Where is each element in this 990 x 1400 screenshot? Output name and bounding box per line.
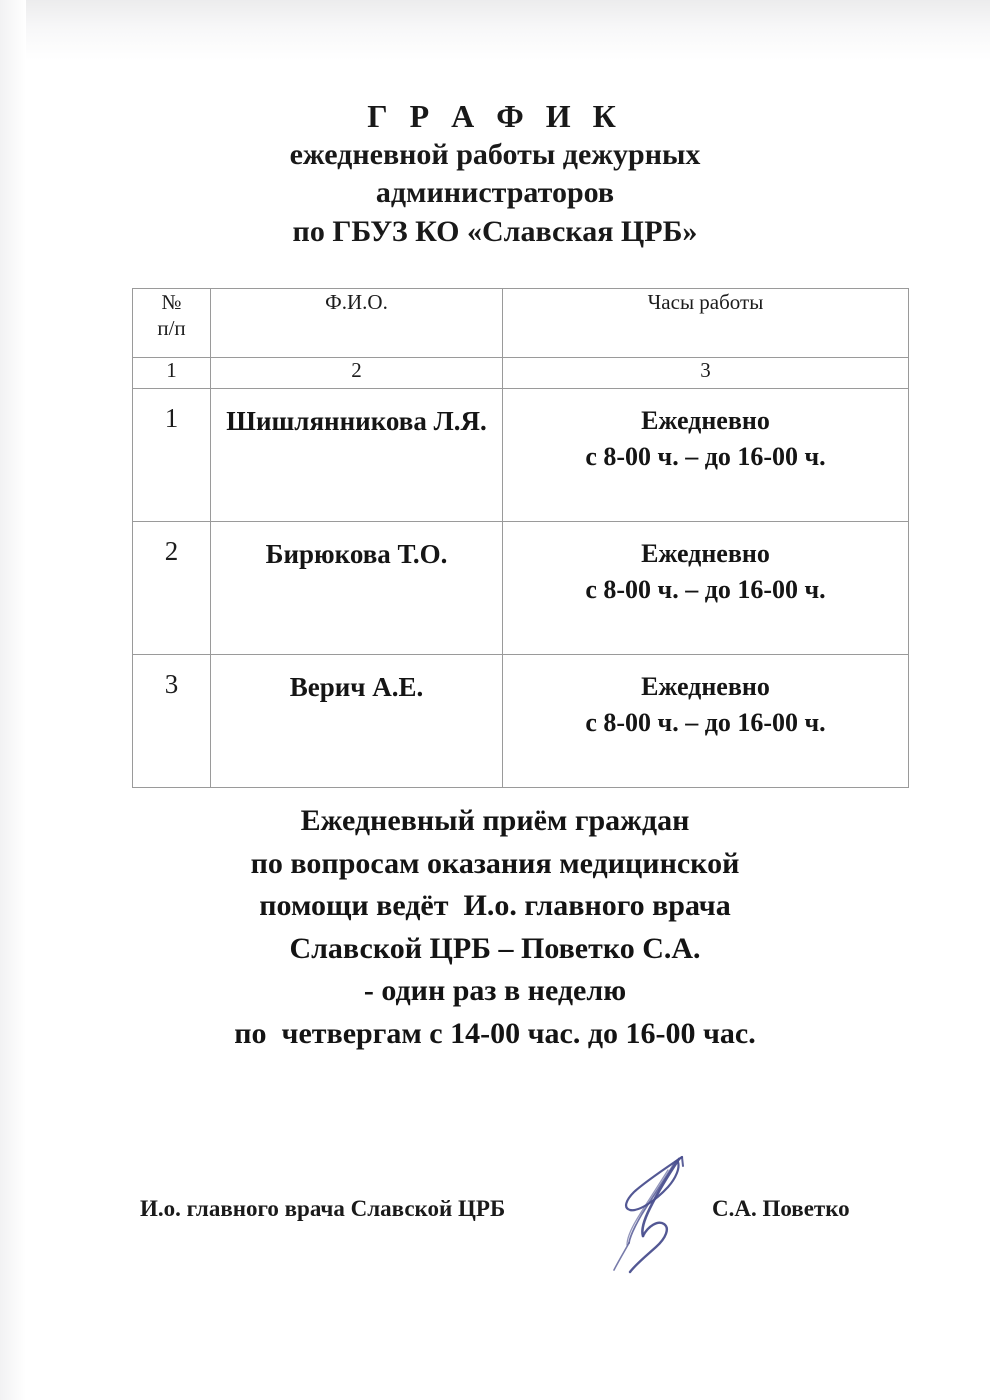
header-cell-hours: Часы работы xyxy=(503,289,909,358)
row-employee-name: Шишлянникова Л.Я. xyxy=(211,389,503,522)
notice-line-3: помощи ведёт И.о. главного врача xyxy=(259,889,731,923)
row-hours-range: с 8-00 ч. – до 16-00 ч. xyxy=(585,575,826,605)
notice-line-2: по вопросам оказания медицинской xyxy=(250,846,740,880)
table-row xyxy=(133,389,909,522)
column-number-3: 3 xyxy=(503,358,909,389)
header-number-symbol: № xyxy=(161,290,182,314)
reception-notice xyxy=(0,800,990,1056)
column-number-2: 2 xyxy=(211,358,503,389)
document-subtitle-line-2: администраторов xyxy=(375,176,615,210)
document-subtitle-line-3: по ГБУЗ КО «Славская ЦРБ» xyxy=(292,214,698,248)
notice-line-4: Славской ЦРБ – Поветко С.А. xyxy=(289,931,701,965)
row-number: 3 xyxy=(133,655,211,788)
row-number: 2 xyxy=(133,522,211,655)
document-title-block xyxy=(0,96,990,251)
row-employee-name: Верич А.Е. xyxy=(211,655,503,788)
row-working-hours xyxy=(503,655,909,788)
row-hours-range: с 8-00 ч. – до 16-00 ч. xyxy=(585,708,826,738)
row-hours-frequency: Ежедневно xyxy=(641,672,770,701)
header-number-abbrev: п/п xyxy=(157,316,186,341)
column-number-1: 1 xyxy=(133,358,211,389)
header-cell-name: Ф.И.О. xyxy=(211,289,503,358)
row-working-hours xyxy=(503,522,909,655)
row-hours-frequency: Ежедневно xyxy=(641,539,770,568)
row-working-hours xyxy=(503,389,909,522)
table-row xyxy=(133,655,909,788)
scan-shading-top xyxy=(0,0,990,60)
row-number: 1 xyxy=(133,389,211,522)
signature-block xyxy=(0,1196,990,1236)
table-row xyxy=(133,522,909,655)
signature-signer-name: С.А. Поветко xyxy=(712,1196,850,1221)
row-hours-frequency: Ежедневно xyxy=(641,406,770,435)
notice-line-5: - один раз в неделю xyxy=(363,974,627,1008)
notice-line-6: по четвергам с 14-00 час. до 16-00 час. xyxy=(234,1016,756,1050)
schedule-table xyxy=(132,288,909,788)
row-employee-name: Бирюкова Т.О. xyxy=(211,522,503,655)
document-subtitle-line-1: ежедневной работы дежурных xyxy=(289,138,701,171)
table-header-row xyxy=(133,289,909,358)
row-hours-range: с 8-00 ч. – до 16-00 ч. xyxy=(585,442,826,472)
signature-position-title: И.о. главного врача Славской ЦРБ xyxy=(140,1196,506,1221)
header-cell-number xyxy=(133,289,211,358)
document-title: Г Р А Ф И К xyxy=(367,98,623,134)
notice-line-1: Ежедневный приём граждан xyxy=(300,804,690,837)
table-column-number-row xyxy=(133,358,909,389)
